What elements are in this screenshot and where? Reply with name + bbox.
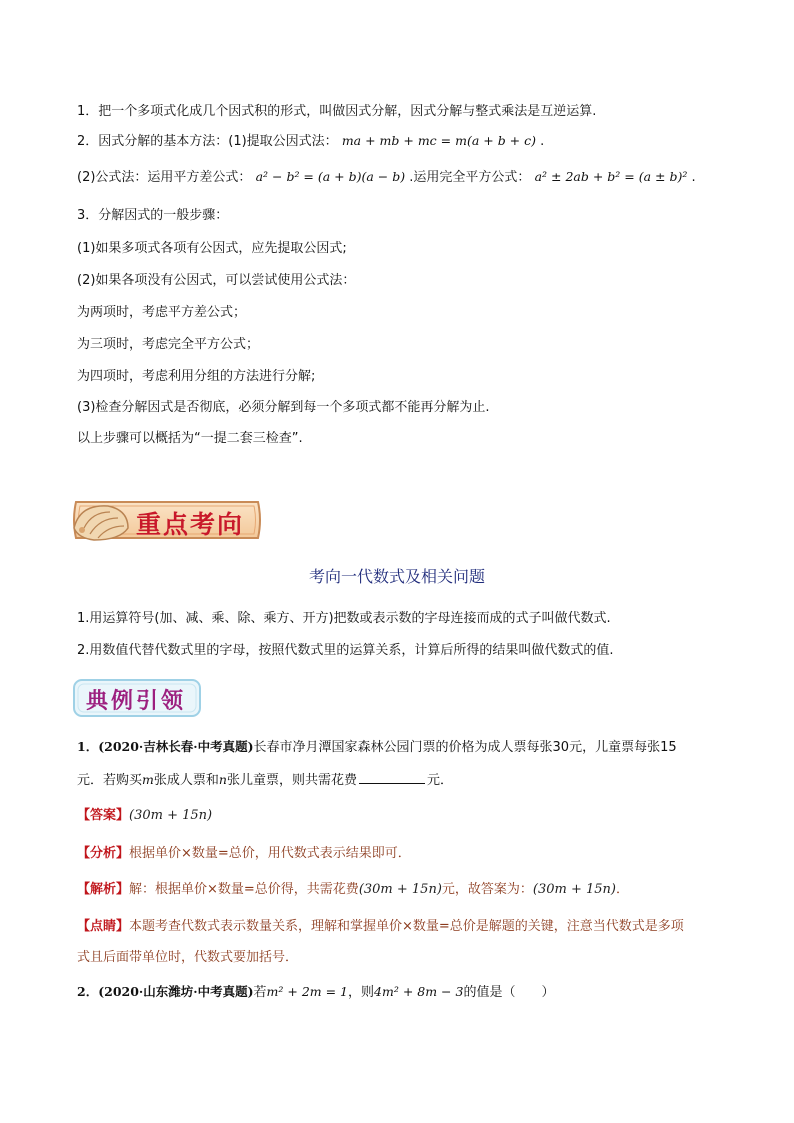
example-1-text-b3: 张儿童票，则共需花费	[226, 773, 357, 788]
answer-tag: 【答案】	[77, 808, 130, 823]
definition-1: 1.用运算符号(加、减、乘、除、乘方、开方)把数或表示数的字母连接而成的式子叫做代数式.	[77, 611, 611, 626]
example-1-analysis	[77, 845, 411, 863]
variable-m: m	[142, 772, 154, 787]
variable-n: n	[218, 772, 227, 787]
solution-text-a: 解：根据单价×数量=总价得，共需花费	[129, 882, 359, 897]
example-1-solution	[77, 881, 629, 899]
example-1-text-b1: 元．若购买	[77, 773, 143, 788]
summary-line-8: 为三项时，考虑完全平方公式；	[77, 337, 260, 352]
example-1-number: 1．	[77, 739, 99, 754]
key-direction-banner	[70, 494, 264, 546]
comment-text-a: 本题考查代数式表示数量关系，理解和掌握单价×数量=总价是解题的关键，注意当代数式是多项	[129, 919, 684, 934]
summary-line-10: (3)检查分解因式是否彻底，必须分解到每一个多项式都不能再分解为止.	[77, 400, 490, 415]
analysis-text: 根据单价×数量=总价，用代数式表示结果即可．	[129, 846, 411, 861]
analysis-tag: 【分析】	[77, 846, 130, 861]
example-2-text-b: ，则	[348, 985, 375, 1000]
solution-text-b: 元，故答案为：	[441, 882, 533, 897]
comment-tag: 【点睛】	[77, 919, 130, 934]
example-1-answer	[77, 807, 212, 825]
summary-line-2-text: 2．因式分解的基本方法：(1)提取公因式法：	[77, 134, 338, 149]
example-1-source: (2020·吉林长春·中考真题)	[98, 739, 254, 754]
difference-of-squares-formula: a² − b² = (a + b)(a − b)	[255, 169, 406, 184]
example-1-comment-line-1	[77, 918, 684, 936]
solution-expression-2: (30m + 15n)	[532, 882, 617, 897]
banner-label: 重点考向	[136, 510, 245, 539]
definition-2: 2.用数值代替代数式里的字母，按照代数式里的运算关系，计算后所得的结果叫做代数式的值.	[77, 643, 614, 658]
factor-formula: ma + mb + mc = m(a + b + c)	[341, 133, 537, 148]
summary-line-3-end: .	[691, 170, 696, 185]
example-2-condition: m² + 2m = 1	[266, 984, 349, 999]
summary-line-4: 3．分解因式的一般步骤：	[77, 208, 229, 223]
perfect-square-formula: a² ± 2ab + b² = (a ± b)²	[534, 169, 688, 184]
summary-line-3-text-b: .运用完全平方公式：	[409, 170, 531, 185]
example-2-number: 2．	[77, 984, 99, 999]
example-2-expression: 4m² + 8m − 3	[374, 984, 464, 999]
example-2-line-1	[77, 983, 554, 1002]
example-1-line-1	[77, 738, 677, 757]
example-2-text-c: 的值是（ ）	[463, 985, 555, 1000]
example-2-text-a: 若	[253, 985, 267, 1000]
answer-value: (30m + 15n)	[129, 808, 213, 823]
solution-expression: (30m + 15n)	[358, 882, 442, 897]
summary-line-9: 为四项时，考虑利用分组的方法进行分解;	[77, 369, 316, 384]
section-title: 考向一代数式及相关问题	[308, 567, 485, 586]
summary-line-1: 1．把一个多项式化成几个因式积的形式，叫做因式分解，因式分解与整式乘法是互逆运算.	[77, 104, 597, 119]
summary-line-2	[77, 132, 544, 151]
example-1-text-b2: 张成人票和	[153, 773, 219, 788]
summary-line-5: (1)如果多项式各项有公因式，应先提取公因式;	[77, 241, 347, 256]
conch-shell-icon	[70, 498, 132, 544]
summary-line-7: 为两项时，考虑平方差公式；	[77, 305, 247, 320]
example-2-source: (2020·山东潍坊·中考真题)	[98, 984, 254, 999]
answer-blank	[359, 771, 425, 784]
summary-line-11: 以上步骤可以概括为“一提二套三检查”.	[77, 431, 303, 446]
summary-line-6: (2)如果各项没有公因式，可以尝试使用公式法：	[77, 273, 356, 288]
example-1-comment-line-2: 式且后面带单位时，代数式要加括号．	[77, 950, 299, 965]
banner-label: 典例引领	[86, 688, 187, 714]
summary-line-3-text-a: (2)公式法：运用平方差公式：	[77, 170, 252, 185]
solution-tag: 【解析】	[77, 882, 130, 897]
summary-line-3	[77, 168, 696, 187]
example-1-text-b4: 元．	[426, 773, 453, 788]
summary-line-2-end: .	[540, 134, 545, 149]
solution-end: ．	[616, 882, 630, 897]
typical-example-banner	[72, 676, 202, 720]
example-1-line-2	[77, 771, 453, 790]
example-1-text-a: 长春市净月潭国家森林公园门票的价格为成人票每张30元，儿童票每张15	[253, 740, 677, 755]
